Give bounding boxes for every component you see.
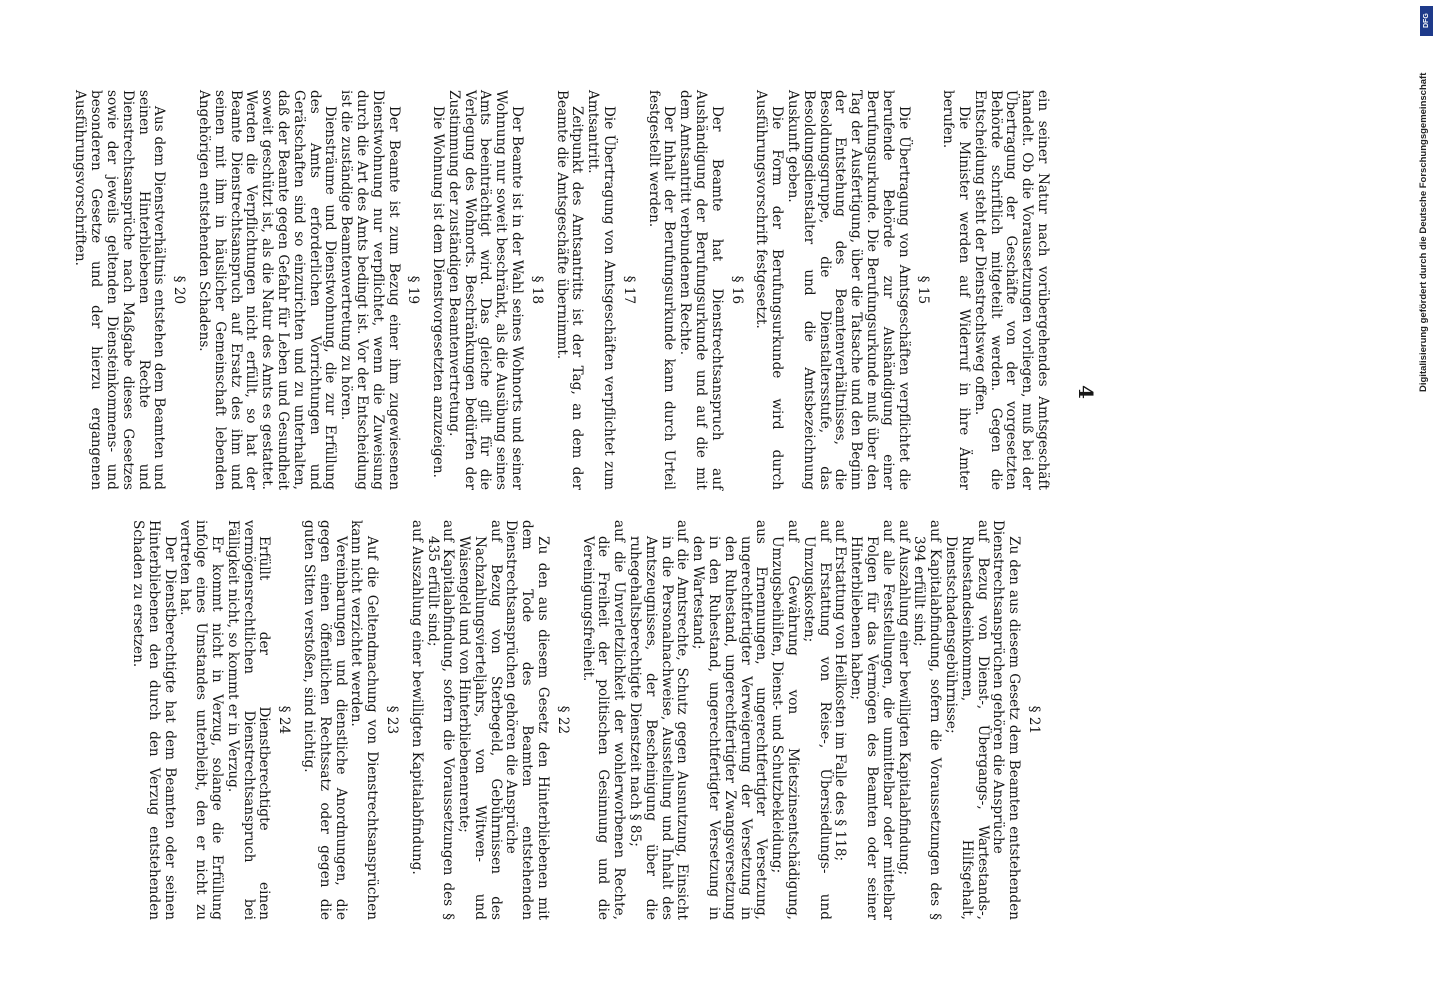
document-page xyxy=(72,0,1100,1000)
section-heading: § 23 xyxy=(383,705,400,735)
paragraph: Der Beamte hat Dienstrechtsanspruch auf Aushändigung der Berufungsurkunde und auf die mit dem Amtsantritt verbundenen Rechte. xyxy=(677,90,725,490)
section-heading: § 17 xyxy=(620,275,637,305)
paragraph: Auf die Geltendmachung von Dienstrechtsansprüchen kann nicht verzichtet werden. xyxy=(348,520,381,920)
list-item: auf Kapitalabfindung, sofern die Voraussetzungen des § 435 erfüllt sind; xyxy=(424,520,457,920)
list-item: aus Ernennungen, ungerechtfertigter Versetzung, ungerechtfertigter Verweigerung der Versetzung in den Ruhestand, ungerechtfertigter Zwangsversetzung in den Ruhestand, ungerechtfertigter Versetzung in den Wartestand; xyxy=(690,520,770,920)
section-heading: § 19 xyxy=(405,275,422,305)
list-item: auf Bezug von Sterbegeld, Gebührnissen des Nachzahlungsvierteljahrs, von Witwen- und Waisengeld und von Hinterbliebenenrente; xyxy=(456,520,504,920)
paragraph: Die Übertragung von Amtsgeschäften verpflichtet die berufende Behörde zur Aushändigung einer Berufungsurkunde. Die Berufungsurkunde muß über den Tag der Ausfertigung, über die Tatsache und den Beginn der Entstehung des Beamtenverhältnisses, die Besoldungsgruppe, die Dienstaltersstufe, das Besoldungsdienstalter und die Amtsbezeichnung Auskunft geben. xyxy=(785,90,912,490)
list-item: auf Kapitalabfindung, sofern die Voraussetzungen des § 394 erfüllt sind; xyxy=(911,520,944,920)
dfg-logo: DFG xyxy=(1420,6,1433,36)
section-heading: § 24 xyxy=(276,705,293,735)
list-item: auf alle Feststellungen, die unmittelbar oder mittelbar Folgen für das Vermögen des Beamten oder seiner Hinterbliebenen haben; xyxy=(848,520,896,920)
paragraph: Der Beamte ist zum Bezug einer ihm zugewiesenen Dienstwohnung nur verpflichtet, wenn die Zuweisung durch die Art des Amts bedingt ist. Vor der Entscheidung ist die zuständige Beamtenvertretung zu hören. xyxy=(338,90,402,490)
list-item: auf Auszahlung einer bewilligten Kapitalabfindung; xyxy=(895,520,912,876)
paragraph: ein seiner Natur nach vorübergehendes Amtsgeschäft handelt. Ob die Voraussetzungen vorliegen, muß bei der Übertragung der Geschäfte von der vorgesetzten Behörde schriftlich mitgeteilt werden. Gegen die Entscheidung steht der Dienstrechtsweg offen. xyxy=(971,90,1051,490)
section-heading: § 22 xyxy=(554,705,571,735)
list-item: auf die Amtsrechte, Schutz gegen Ausnutzung, Einsicht in die Personalnachweise, Ausstellung und Inhalt des Amtszeugnisses, der Bescheinigung über die ruhegehaltsberechtigte Dienstzeit nach § 85; xyxy=(627,520,691,920)
section-heading: § 21 xyxy=(1026,705,1042,735)
paragraph: Der Beamte ist in der Wahl seines Wohnorts und seiner Wohnung nur soweit beschränkt, als die Ausübung seines Amts beeinträchtigt wird. Das gleiche gilt für die Verlegung des Wohnorts. Beschränkungen bedürfen der Zustimmung der zuständigen Beamtenvertretung. xyxy=(445,90,526,490)
paragraph: Aus dem Dienstverhältnis entstehen dem Beamten und seinen Hinterbliebenen Rechte und Dienstrechtsansprüche nach Maßgabe dieses Gesetzes sowie der jeweils geltenden Diensteinkommens- und besonderen Gesetze und der hierzu ergangenen Ausführungsvorschriften. xyxy=(72,90,168,490)
paragraph: Diensträume und Dienstwohnung, die zur Erfüllung des Amts erforderlichen Vorrichtungen und Gerätschaften sind so einzurichten und zu unterhalten, daß der Beamte gegen Gefahr für Leben und Gesundheit soweit geschützt ist, als die Natur des Amts es gestattet. Werden die Verpflichtungen nicht erfüllt, so hat der Beamte Dienstrechtsanspruch auf Ersatz des ihm und seinen mit ihm in häuslicher Gemeinschaft lebenden Angehörigen entstehenden Schadens. xyxy=(195,90,339,490)
list-item: auf Gewährung von Mietszinsentschädigung, Umzugsbeihilfen, Dienst- und Schutzbekleidung; xyxy=(769,520,802,920)
paragraph: Der Inhalt der Berufungsurkunde kann durch Urteil festgestellt werden. xyxy=(645,90,678,490)
paragraph: Vereinbarungen und dienstliche Anordnungen, die gegen einen öffentlichen Rechtssatz oder gegen die guten Sitten verstoßen, sind nichtig. xyxy=(300,520,349,920)
paragraph: Die Form der Berufungsurkunde wird durch Ausführungsvorschrift festgesetzt. xyxy=(753,90,786,490)
list-item: auf Auszahlung einer bewilligten Kapitalabfindung. xyxy=(408,520,425,875)
section-heading: § 15 xyxy=(915,275,932,305)
paragraph: Erfüllt der Dienstberechtigte einen vermögensrechtlichen Dienstrechtsanspruch bei Fälligkeit nicht, so kommt er in Verzug. xyxy=(224,520,273,920)
page-number: 4 xyxy=(1074,385,1098,399)
list-item: auf Erstattung von Heilkosten im Falle des § 118; xyxy=(832,520,849,862)
list-item: auf Bezug von Dienst-, Übergangs-, Wartestands-, Ruhestandseinkommen, Hilfsgehalt, Dienstschadensgebührnisse; xyxy=(943,520,991,920)
section-heading: § 20 xyxy=(171,275,188,305)
paragraph: Die Minister werden auf Widerruf in ihre Ämter berufen. xyxy=(940,90,973,490)
paragraph: Zeitpunkt des Amtsantritts ist der Tag, an dem der Beamte die Amtsgeschäfte übernimmt. xyxy=(553,90,586,490)
paragraph: Die Übertragung von Amtsgeschäften verpflichtet zum Amtsantritt. xyxy=(585,90,618,490)
section-heading: § 18 xyxy=(528,275,545,305)
paragraph: Zu den aus diesem Gesetz den Hinterbliebenen mit dem Tode des Beamten entstehenden Dienstrechtsansprüchen gehören die Ansprüche xyxy=(503,520,552,920)
paragraph: Zu den aus diesem Gesetz dem Beamten entstehenden Dienstrechtsansprüchen gehören die Ansprüche xyxy=(990,520,1023,920)
right-column xyxy=(129,520,1050,920)
paragraph: Er kommt nicht in Verzug, solange die Erfüllung infolge eines Umstandes unterbleibt, den er nicht zu vertreten hat. xyxy=(177,520,225,920)
list-item: auf die Unverletzlichkeit der wohlerworbenen Rechte, die Freiheit der politischen Gesinnung und die Vereinigungsfreiheit. xyxy=(579,520,628,920)
paragraph: Der Dienstberechtigte hat dem Beamten oder seinen Hinterbliebenen den durch den Verzug entstehenden Schaden zu ersetzen. xyxy=(129,520,178,920)
paragraph: Die Wohnung ist dem Dienstvorgesetzten anzuzeigen. xyxy=(430,106,447,478)
dfg-watermark xyxy=(1418,8,1434,392)
left-column xyxy=(72,90,1050,490)
list-item: auf Erstattung von Reise-, Übersiedlungs- und Umzugskosten; xyxy=(800,520,833,920)
section-heading: § 16 xyxy=(728,275,745,305)
watermark-text: Digitalisierung gefördert durch die Deutsche Forschungsgemeinschaft xyxy=(1418,72,1429,392)
